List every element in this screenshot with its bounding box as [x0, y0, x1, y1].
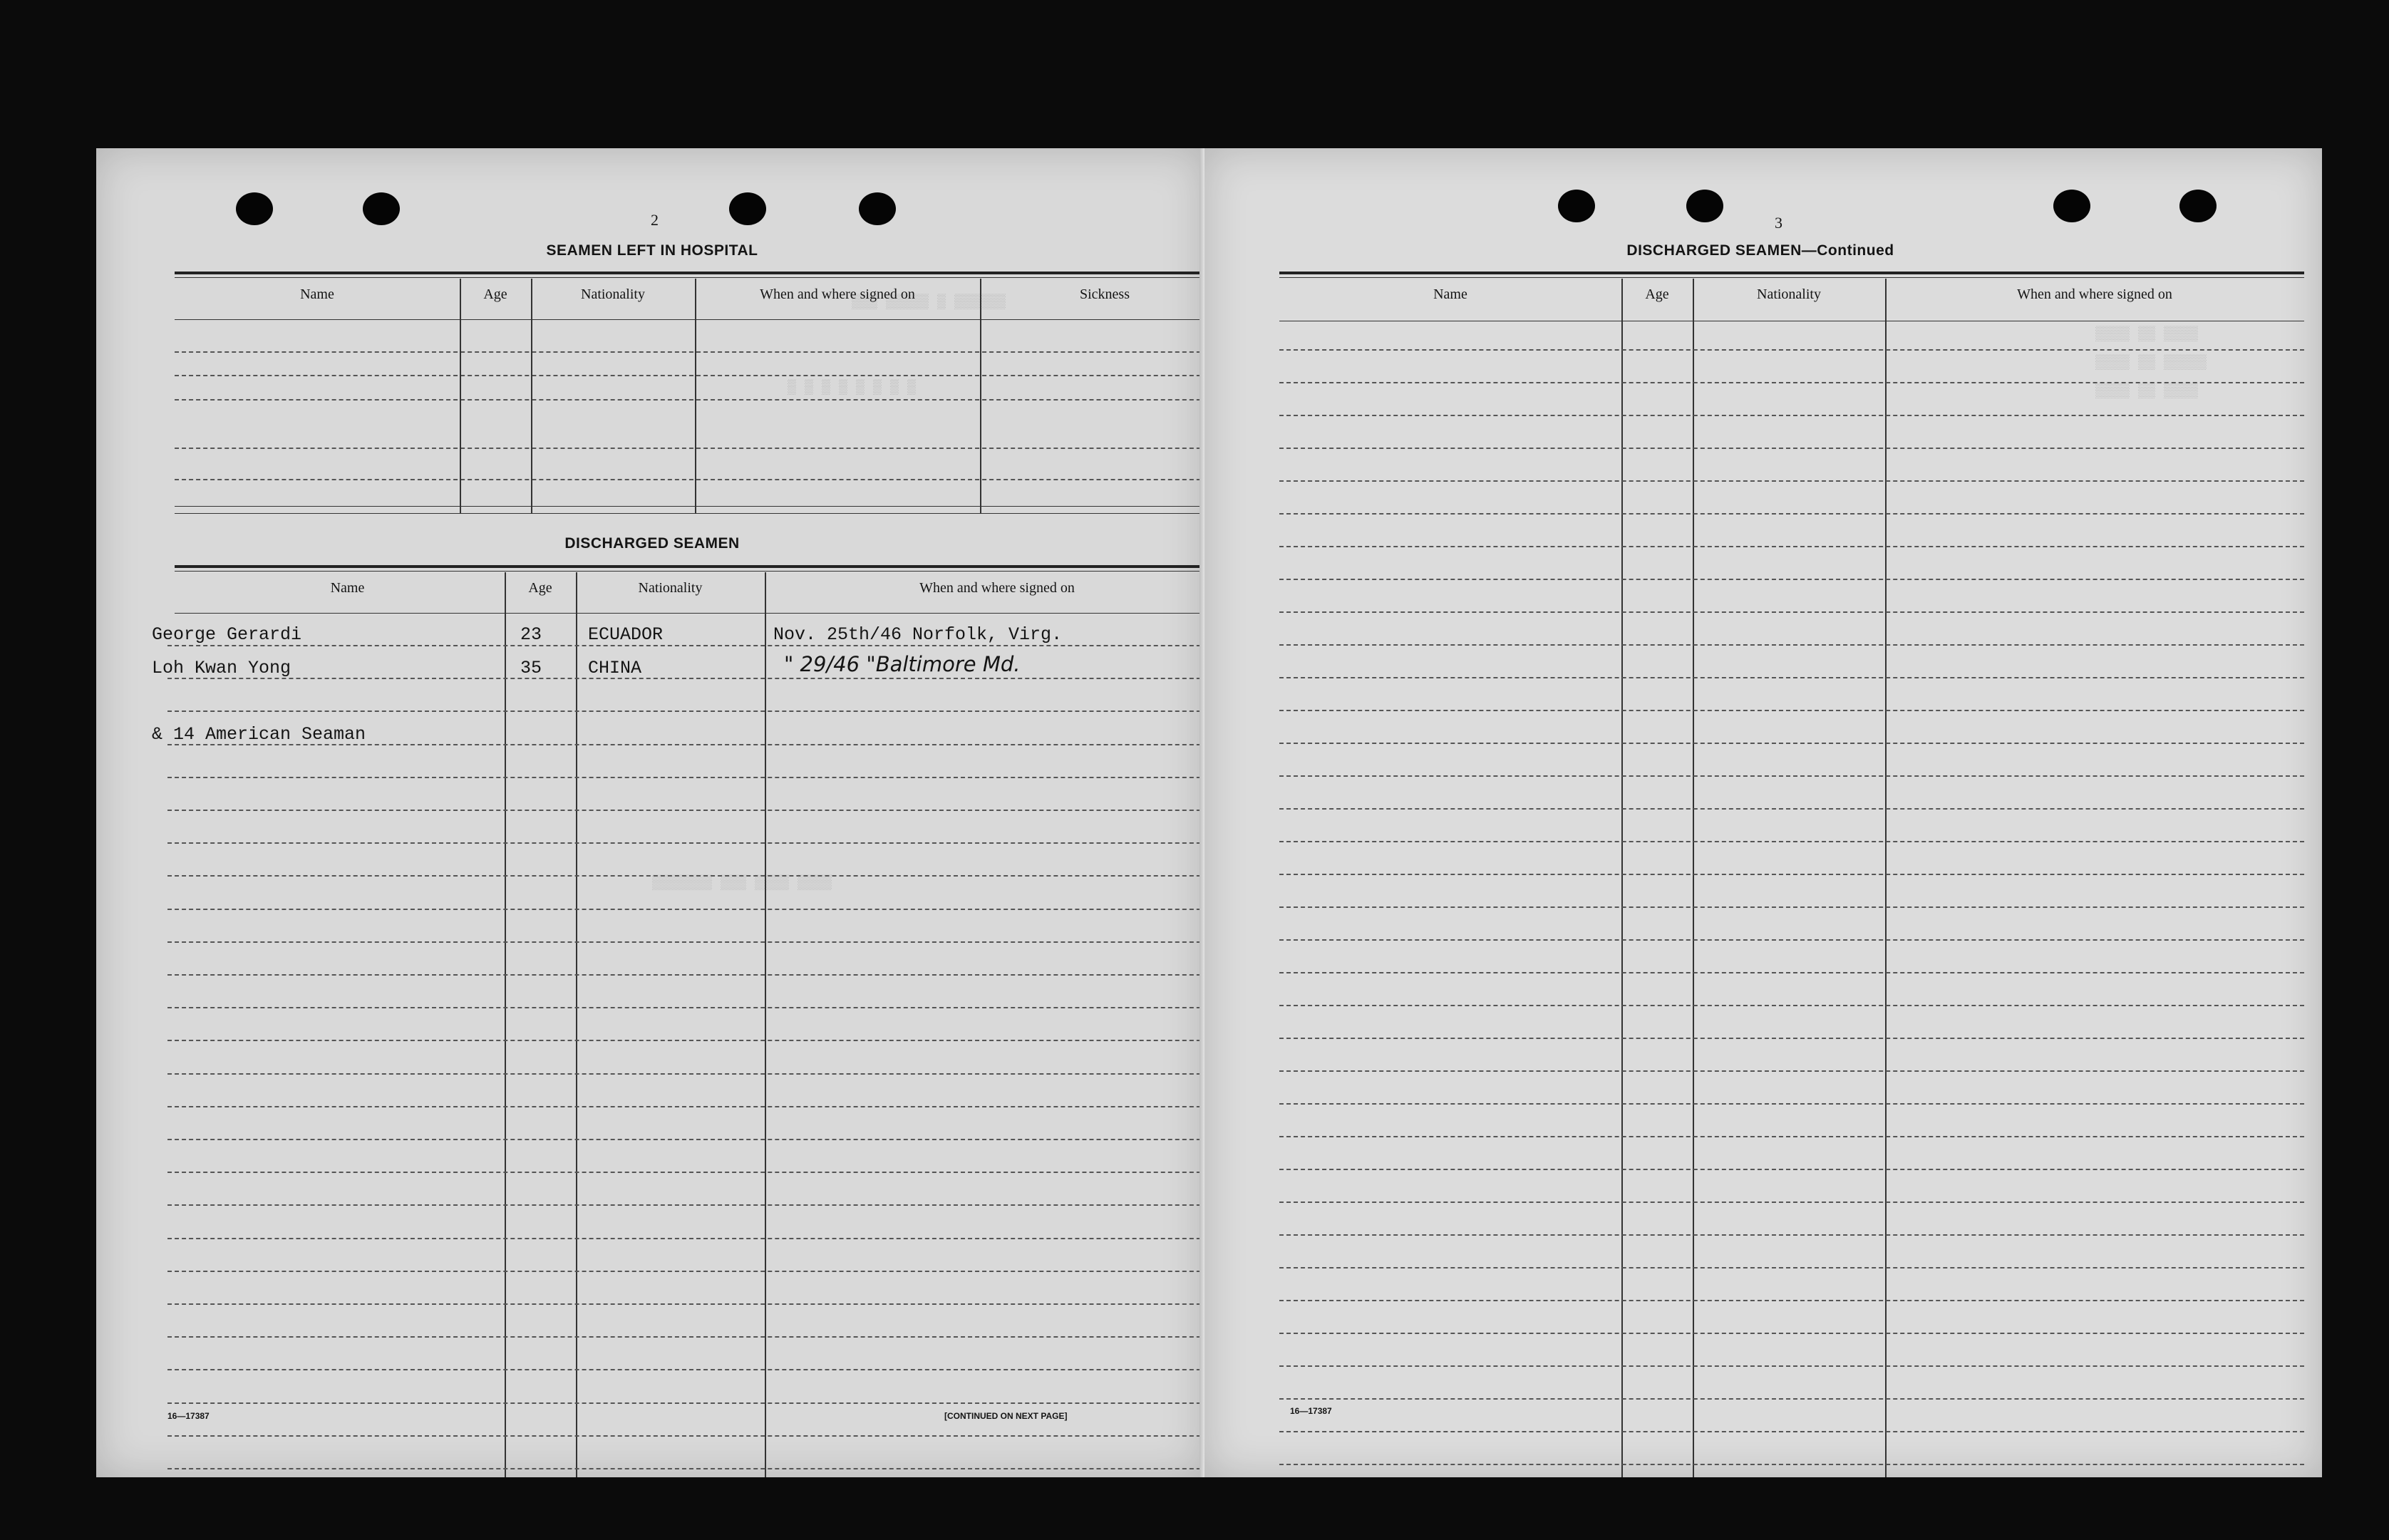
- punch-hole: [859, 192, 896, 225]
- row-rule: [167, 1336, 1204, 1338]
- row-rule: [167, 941, 1204, 943]
- row-nationality: ECUADOR: [588, 624, 664, 645]
- row-rule: [1279, 808, 2304, 810]
- col-divider: [1621, 279, 1623, 1477]
- row-rule: [167, 1435, 1204, 1437]
- row-age: 35: [520, 658, 542, 678]
- row-rule: [167, 1303, 1204, 1305]
- bleed-through-text: ▒▒▒▒▒▒▒ ▒▒▒ ▒▒▒▒ ▒▒▒▒: [652, 875, 832, 892]
- right-page: [1204, 148, 2322, 1477]
- row-rule: [167, 1040, 1204, 1041]
- row-rule: [1279, 546, 2304, 547]
- row-rule: [1279, 1431, 2304, 1432]
- discharged-col-nationality: Nationality: [638, 580, 703, 596]
- row-rule: [1279, 710, 2304, 711]
- rule-thin: [175, 506, 1204, 507]
- discharged-col-name: Name: [330, 580, 365, 596]
- discharged-continued-title: [1547, 242, 1974, 259]
- col-divider: [505, 572, 506, 1477]
- row-rule: [167, 1369, 1204, 1370]
- page-number: 2: [651, 211, 659, 229]
- row-rule: [167, 974, 1204, 976]
- continued-col-name: Name: [1433, 286, 1467, 302]
- rule-thin: [175, 571, 1204, 572]
- bleed-through-text: ▒▒▒▒ ▒▒ ▒▒▒▒▒: [2095, 355, 2207, 371]
- row-rule: [1279, 644, 2304, 646]
- row-rule: [175, 479, 1204, 480]
- hospital-col-sickness: Sickness: [1080, 286, 1130, 302]
- row-rule: [1279, 382, 2304, 383]
- form-number: 16—17387: [1290, 1406, 1332, 1416]
- row-rule: [167, 678, 1204, 679]
- row-rule: [1279, 1333, 2304, 1334]
- col-divider: [980, 279, 981, 514]
- row-nationality: CHINA: [588, 658, 642, 678]
- rule-thin: [1279, 277, 2304, 278]
- row-rule: [1279, 874, 2304, 875]
- row-rule: [175, 448, 1204, 449]
- row-rule: [1279, 841, 2304, 842]
- row-signed-on: " 29/46 "Baltimore Md.: [784, 652, 1021, 676]
- row-rule: [167, 842, 1204, 844]
- rule-thin: [175, 319, 1204, 320]
- rule-thin: [175, 277, 1204, 278]
- discharged-col-age: Age: [528, 580, 552, 596]
- discharged-col-signed-on: When and where signed on: [919, 580, 1075, 596]
- row-rule: [167, 1468, 1204, 1469]
- rule-thick: [175, 565, 1204, 568]
- row-rule: [167, 645, 1204, 646]
- row-rule: [1279, 611, 2304, 613]
- rule-thin: [175, 613, 1204, 614]
- row-name: George Gerardi: [152, 624, 302, 645]
- row-rule: [1279, 743, 2304, 744]
- continued-col-age: Age: [1645, 286, 1669, 302]
- punch-hole: [236, 192, 273, 225]
- col-divider: [1693, 279, 1694, 1477]
- row-rule: [175, 351, 1204, 353]
- row-rule: [1279, 1038, 2304, 1039]
- row-rule: [167, 1106, 1204, 1107]
- row-rule: [167, 810, 1204, 811]
- row-rule: [167, 1139, 1204, 1140]
- row-rule: [167, 1204, 1204, 1206]
- left-page: [96, 148, 1204, 1477]
- hospital-col-name: Name: [300, 286, 334, 302]
- bleed-through-text: ▒▒▒▒ ▒▒ ▒▒▒▒: [2095, 383, 2199, 400]
- row-rule: [167, 1073, 1204, 1075]
- title-text: DISCHARGED SEAMEN: [1626, 242, 1802, 259]
- row-rule: [1279, 1005, 2304, 1006]
- row-rule: [1279, 448, 2304, 449]
- row-rule: [1279, 1234, 2304, 1236]
- hospital-col-age: Age: [483, 286, 507, 302]
- rule-thick: [1279, 272, 2304, 274]
- rule-thin: [175, 513, 1204, 514]
- row-rule: [167, 1271, 1204, 1272]
- discharged-section-title: DISCHARGED SEAMEN: [564, 535, 740, 552]
- american-seamen-note: & 14 American Seaman: [152, 724, 366, 745]
- row-rule: [1279, 1365, 2304, 1367]
- table-row: [152, 624, 301, 645]
- row-rule: [1279, 1103, 2304, 1105]
- row-rule: [1279, 939, 2304, 941]
- row-rule: [1279, 1398, 2304, 1400]
- punch-hole: [1558, 190, 1595, 222]
- col-divider: [765, 572, 766, 1477]
- bleed-through-text: ▒ ▒ ▒ ▒ ▒ ▒ ▒ ▒: [788, 380, 917, 396]
- continued-note: [CONTINUED ON NEXT PAGE]: [944, 1411, 1068, 1421]
- hospital-col-nationality: Nationality: [581, 286, 645, 302]
- bleed-through-text: ▒▒▒▒ ▒▒ ▒▒▒▒: [2095, 326, 2199, 343]
- row-rule: [1279, 906, 2304, 908]
- row-rule: [1279, 480, 2304, 482]
- row-rule: [175, 399, 1204, 400]
- table-row: [152, 658, 291, 678]
- row-rule: [1279, 1070, 2304, 1072]
- row-rule: [1279, 513, 2304, 515]
- row-rule: [167, 1007, 1204, 1008]
- row-name: Loh Kwan Yong: [152, 658, 291, 678]
- row-rule: [1279, 1201, 2304, 1203]
- hospital-section-title: SEAMEN LEFT IN HOSPITAL: [546, 242, 758, 259]
- row-rule: [167, 1238, 1204, 1239]
- row-rule: [167, 777, 1204, 778]
- hospital-col-signed-on: When and where signed on: [760, 286, 915, 302]
- row-rule: [1279, 579, 2304, 580]
- row-signed-on: Nov. 25th/46 Norfolk, Virg.: [773, 624, 1063, 645]
- row-rule: [1279, 775, 2304, 777]
- punch-hole: [363, 192, 400, 225]
- continued-col-nationality: Nationality: [1757, 286, 1821, 302]
- row-rule: [167, 1402, 1204, 1404]
- punch-hole: [729, 192, 766, 225]
- punch-hole: [2053, 190, 2090, 222]
- title-suffix: —Continued: [1801, 242, 1894, 259]
- rule-thick: [175, 272, 1204, 274]
- row-rule: [1279, 1169, 2304, 1170]
- row-rule: [1279, 1267, 2304, 1268]
- row-rule: [1279, 1300, 2304, 1301]
- row-rule: [1279, 972, 2304, 973]
- row-rule: [167, 1172, 1204, 1173]
- row-rule: [167, 875, 1204, 877]
- punch-hole: [2179, 190, 2217, 222]
- col-divider: [576, 572, 577, 1477]
- col-divider: [695, 279, 696, 514]
- punch-hole: [1686, 190, 1723, 222]
- bleed-through-text: ▒▒▒ ▒▒▒▒▒ ▒ ▒▒▒▒▒▒: [852, 294, 1006, 311]
- row-rule: [167, 909, 1204, 910]
- row-rule: [1279, 677, 2304, 678]
- col-divider: [531, 279, 532, 514]
- row-rule: [1279, 349, 2304, 351]
- row-rule: [175, 375, 1204, 376]
- page-number: 3: [1775, 214, 1782, 232]
- row-age: 23: [520, 624, 542, 645]
- row-rule: [167, 710, 1204, 712]
- row-rule: [1279, 1136, 2304, 1137]
- continued-col-signed-on: When and where signed on: [2017, 286, 2172, 302]
- row-rule: [1279, 415, 2304, 416]
- col-divider: [460, 279, 461, 514]
- col-divider: [1885, 279, 1887, 1477]
- form-number: 16—17387: [167, 1411, 210, 1421]
- row-rule: [1279, 1464, 2304, 1465]
